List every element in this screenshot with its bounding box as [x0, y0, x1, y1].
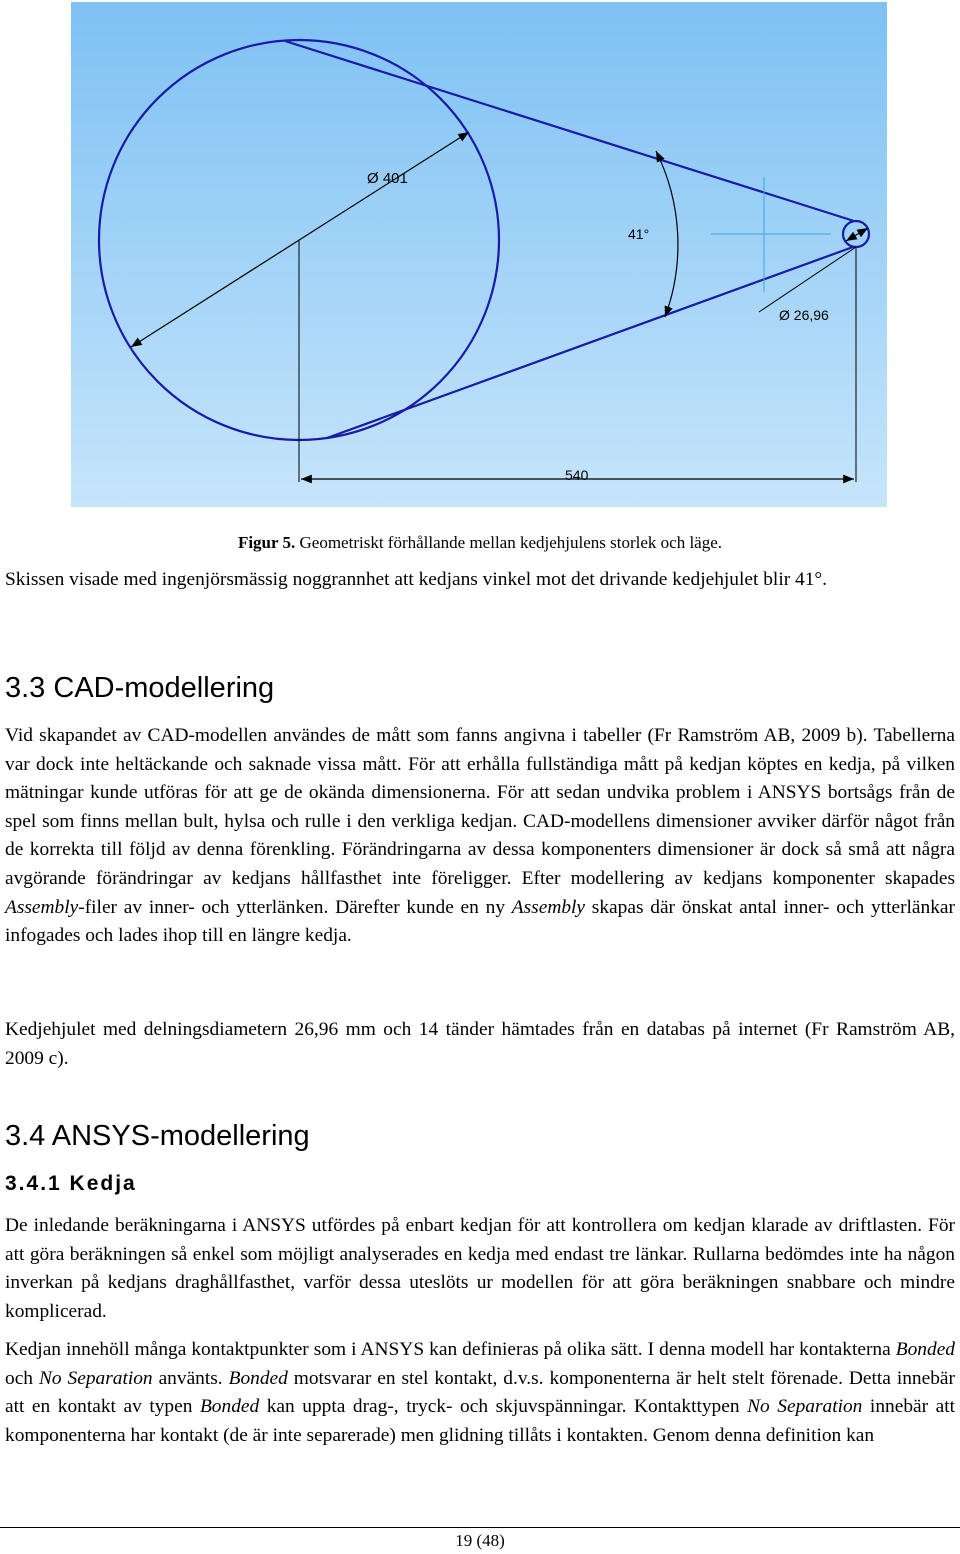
figure-chain-geometry: [71, 2, 887, 507]
paragraph-sketch-conclusion: Skissen visade med ingenjörsmässig noggrannhet att kedjans vinkel mot det drivande kedjehjulet blir 41°.: [5, 569, 827, 590]
footer-divider: [0, 1527, 960, 1528]
paragraph-text: Kedjan innehöll många kontaktpunkter som i ANSYS kan definieras på olika sätt. I denna modell har kontakterna: [5, 1339, 896, 1360]
paragraph-text: innebär att komponenterna har kontakt (de är inte separerade) men glidning tillåts i kontakten. Genom denna definition kan: [5, 1396, 956, 1446]
paragraph-text: Vid skapandet av CAD-modellen användes de mått som fanns angivna i tabeller (Fr Ramström AB, 2009 b). Tabellerna var dock inte heltäckande och saknade vissa mått. För att erhålla fullständiga mått på kedjan köptes en kedja, på vilken mätningar kunde utföras för att ge de okända dimensionerna. För att sedan undvika problem i ANSYS bortsågs från de spel som finns mellan bult, hylsa och rulle i den verkliga kedjan. CAD-modellens dimensioner avviker därför något från de korrekta till följd av denna förenkling. Förändringarna av dessa komponenters dimensioner är dock så små att några avgörande förändringar av kedjans hållfasthet inte föreligger. Efter modellering av kedjans komponenter skapades: [5, 725, 955, 889]
italic-term: Assembly: [511, 896, 586, 918]
paragraph-text: och: [5, 1367, 39, 1389]
italic-term: Assembly: [5, 896, 79, 918]
paragraph-text: använts.: [152, 1367, 229, 1389]
small-diameter-label: Ø 26,96: [779, 307, 829, 323]
italic-term: Bonded: [199, 1396, 260, 1418]
heading-ansys-modellering: 3.4 ANSYS-modellering: [5, 1120, 310, 1152]
paragraph-cad-modeling: [5, 722, 955, 951]
paragraph-contact-types: [5, 1336, 955, 1450]
angle-label: 41°: [628, 226, 650, 242]
italic-term: No Separation: [38, 1367, 153, 1389]
heading-cad-modellering: 3.3 CAD-modellering: [5, 672, 275, 704]
large-diameter-label: Ø 401: [367, 170, 408, 187]
figure-caption: [0, 533, 960, 553]
italic-term: No Separation: [747, 1396, 863, 1418]
page-number: 19 (48): [455, 1531, 505, 1550]
italic-term: Bonded: [228, 1367, 288, 1389]
paragraph-text: motsvarar en stel kontakt, d.v.s. komponenterna är helt stelt förenade. Detta innebär att en kontakt av typen: [5, 1367, 955, 1418]
paragraph-text: kan uppta drag-, tryck- och skjuvspänningar. Kontakttypen: [259, 1396, 748, 1418]
figure-caption-label: Figur 5.: [237, 533, 296, 552]
geometry-sketch: [71, 2, 887, 507]
figure-background: [71, 2, 887, 507]
paragraph-initial-calculations: De inledande beräkningarna i ANSYS utfördes på enbart kedjan för att kontrollera om kedjan klarade av driftlasten. För att göra beräkningen så enkel som möjligt analyserades en kedja med endast tre länkar. Rullarna bedömdes inte ha någon inverkan på kedjans draghållfasthet, varför dessa uteslöts ur modellen för att göra beräkningen snabbare och mindre komplicerad.: [5, 1215, 955, 1322]
italic-term: Bonded: [895, 1339, 955, 1360]
distance-label: 540: [565, 467, 589, 483]
paragraph-text: skapas där önskat antal inner- och ytterlänkar infogades och lades ihop till en längre kedja.: [5, 896, 955, 947]
figure-caption-text: Geometriskt förhållande mellan kedjehjulens storlek och läge.: [295, 533, 723, 552]
heading-kedja: 3.4.1 Kedja: [5, 1172, 137, 1195]
paragraph-sprocket-source: Kedjehjulet med delningsdiametern 26,96 mm och 14 tänder hämtades från en databas på internet (Fr Ramström AB, 2009 c).: [5, 1019, 955, 1069]
paragraph-text: -filer av inner- och ytterlänken. Därefter kunde en ny: [78, 896, 512, 918]
